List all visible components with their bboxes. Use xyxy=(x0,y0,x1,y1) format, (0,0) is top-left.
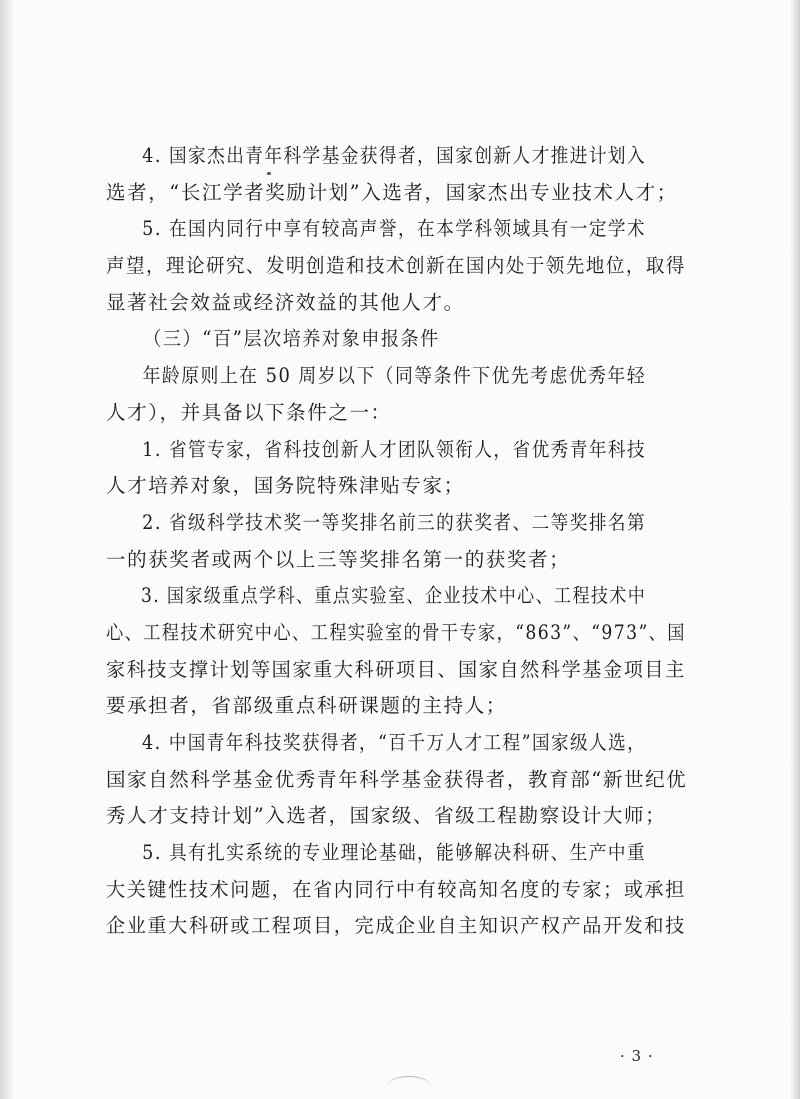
paragraph-item-5-reputation xyxy=(106,211,686,321)
text-line: 3. 国家级重点学科、重点实验室、企业技术中心、工程技术中 xyxy=(140,584,647,608)
text-line: 5. 在国内同行中享有较高声誉，在本学科领域具有一定学术 xyxy=(142,217,647,241)
text-line: 要承担者，省部级重点科研课题的主持人； xyxy=(106,694,507,718)
document-body xyxy=(106,138,686,945)
text-line: 国家自然科学基金优秀青年科学基金获得者，教育部“新世纪优 xyxy=(106,767,688,791)
binding-hole-mark xyxy=(388,1076,430,1095)
section-heading-bai-level xyxy=(106,321,686,358)
text-line: 显著社会效益或经济效益的其他人才。 xyxy=(106,290,465,314)
text-line: 一的获奖者或两个以上三等奖排名第一的获奖者； xyxy=(106,547,571,571)
page-number: · 3 · xyxy=(620,1047,654,1065)
text-line: 人才），并具备以下条件之一： xyxy=(106,400,392,424)
paragraph-item-4-outstanding-youth xyxy=(106,138,686,211)
text-line: 大关键性技术问题，在省内同行中有较高知名度的专家；或承担 xyxy=(106,877,686,901)
paragraph-condition-1 xyxy=(106,432,686,505)
text-line: 1. 省管专家，省科技创新人才团队领衔人，省优秀青年科技 xyxy=(142,437,647,461)
text-line: 心、工程技术研究中心、工程实验室的骨干专家，“863”、“973”、国 xyxy=(106,620,686,644)
text-line: 选者，“长江学者奖励计划”入选者，国家杰出专业技术人才； xyxy=(106,180,678,204)
text-line: 年龄原则上在 50 周岁以下（同等条件下优先考虑优秀年轻 xyxy=(142,364,647,388)
text-line: 5. 具有扎实系统的专业理论基础，能够解决科研、生产中重 xyxy=(142,841,647,865)
text-line: 企业重大科研或工程项目，完成企业自主知识产权产品开发和技 xyxy=(106,914,686,938)
paragraph-condition-2 xyxy=(106,505,686,578)
scan-shadow-left xyxy=(0,0,14,1099)
text-line: 2. 省级科学技术奖一等奖排名前三的获奖者、二等奖排名第 xyxy=(142,510,647,534)
text-line: 秀人才支持计划”入选者，国家级、省级工程勘察设计大师； xyxy=(106,804,667,828)
text-line: 声望，理论研究、发明创造和技术创新在国内处于领先地位，取得 xyxy=(106,254,686,278)
section-heading-text: （三）“百”层次培养对象申报条件 xyxy=(143,327,440,351)
scan-shadow-right xyxy=(790,0,800,1099)
text-line: 4. 国家杰出青年科学基金获得者，国家创新人才推进计划入 xyxy=(142,144,647,167)
paragraph-condition-5 xyxy=(106,835,686,945)
paragraph-condition-4 xyxy=(106,725,686,835)
paragraph-condition-3 xyxy=(106,578,686,725)
paragraph-age-requirement xyxy=(106,358,686,431)
text-line: 人才培养对象，国务院特殊津贴专家； xyxy=(106,474,465,498)
text-line: 家科技支撑计划等国家重大科研项目、国家自然科学基金项目主 xyxy=(106,657,686,681)
text-line: 4. 中国青年科技奖获得者，“百千万人才工程”国家级人选， xyxy=(142,731,647,754)
